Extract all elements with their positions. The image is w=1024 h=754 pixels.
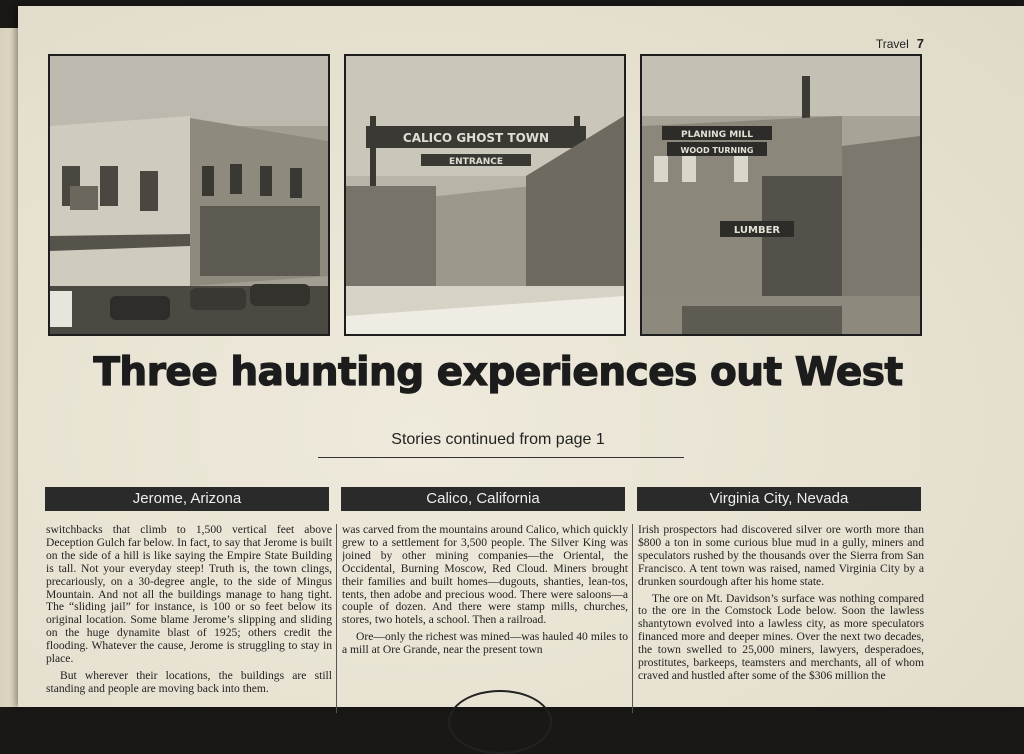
column-heading-calico: Calico, California (341, 487, 625, 511)
column-body-jerome (46, 524, 332, 713)
calico-sign-top: CALICO GHOST TOWN (402, 131, 550, 145)
folio (876, 36, 924, 51)
folio-page-number: 7 (916, 36, 924, 51)
subhead: Stories continued from page 1 (391, 431, 605, 448)
column-divider-1 (336, 524, 337, 713)
column-heading-jerome: Jerome, Arizona (45, 487, 329, 511)
mill-sign-top: PLANING MILL (680, 130, 754, 140)
calico-sign-bottom: ENTRANCE (449, 157, 503, 167)
column-body-virginia-city (638, 524, 924, 713)
column-heading-virginia-city: Virginia City, Nevada (637, 487, 921, 511)
virginia-city-paragraph-2: The ore on Mt. Davidson’s surface was nothing compared to the ore in the Comstock Lode below. Soon the lawless shantytown evolved into a lawless city, as more speculators financed more and deeper mines. Over the next two decades, the town swelled to 25,000 miners, lawyers, desperadoes, prostitutes, barkeeps, teamsters and merchants, all of whom craved and hustled after some of the $306 million the (638, 591, 924, 682)
folio-section: Travel (875, 37, 909, 51)
calico-paragraph-1: was carved from the mountains around Calico, which quickly grew to a settlement for 3,500 people. The Silver King was joined by other mining companies—the Oriental, the Occidental, Burning Moscow, Red Cloud. Miners brought their families and built homes—dugouts, shanties, lean-tos, tents, then adobe and precious wood. There were saloons—a couple of dozen. And there were stamp mills, churches, stores, two hotels, a school. Then a railroad. (342, 524, 628, 627)
newspaper-page (18, 6, 1024, 707)
photo-calico (344, 54, 626, 336)
photo-virginia-city (640, 54, 922, 336)
jerome-paragraph-2: But wherever their locations, the buildings are still standing and people are moving back into them. (46, 668, 332, 695)
mill-sign-mid: WOOD TURNING (680, 146, 754, 155)
photo-jerome (48, 54, 330, 336)
jerome-paragraph-1: switchbacks that climb to 1,500 vertical feet above Deception Gulch far below. In fact, to say that Jerome is built on the side of a hill is like saying the Empire State Building is tall. Not your everyday steep! Truth is, the town clings, precariously, on a 30-degree angle, to the side of Mingus Mountain. And not all the buildings manage to hang tight. The “sliding jail” for instance, is 100 or so feet below its original location. Some blame Jerome’s slipping and sliding on the huge dynamite blast of 1925; others credit the flooding. Whatever the cause, Jerome is struggling to stay in place. (46, 524, 332, 666)
circular-stamp-mark (448, 690, 552, 754)
column-divider-2 (632, 524, 633, 713)
photo-calico-image (346, 56, 624, 334)
column-body-calico (342, 524, 628, 713)
photo-virginia-city-image (642, 56, 920, 334)
calico-paragraph-2: Ore—only the richest was mined—was hauled 40 miles to a mill at Ore Grande, near the present town (342, 630, 628, 657)
subhead-rule (318, 457, 684, 458)
photo-jerome-image (50, 56, 328, 334)
mill-sign-bottom: LUMBER (733, 225, 781, 236)
virginia-city-paragraph-1: Irish prospectors had discovered silver ore worth more than $800 a ton in some curious blue mud in a gully, miners and speculators rushed by the thousands over the Sierra from San Francisco. A tent town was raised, named Virginia City by a drunken sourdough after his home state. (638, 524, 924, 588)
headline: Three haunting experiences out West (93, 350, 903, 395)
